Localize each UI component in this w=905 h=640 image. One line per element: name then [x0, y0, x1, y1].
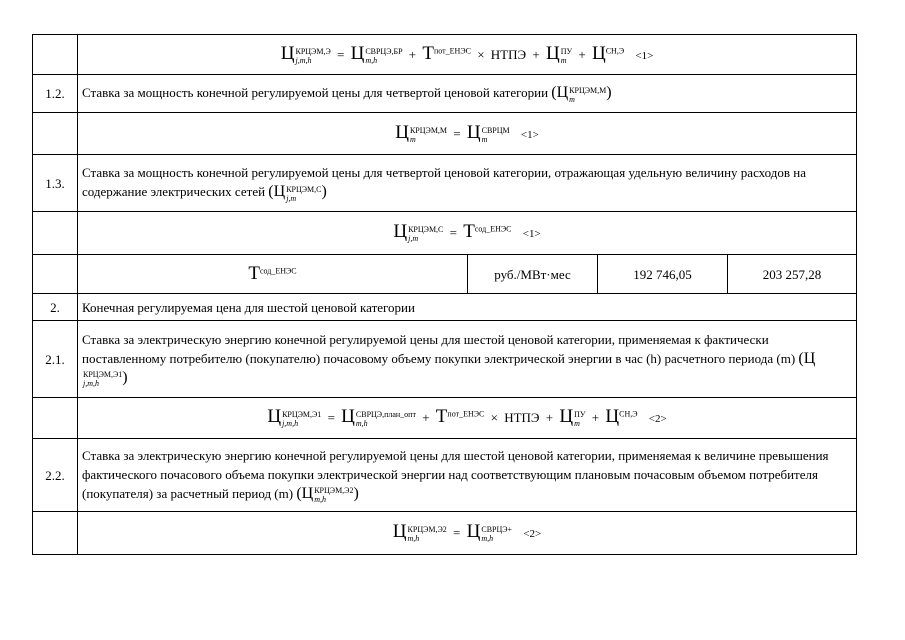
- item-description: Ставка за мощность конечной регулируемой цены для четвертой ценовой категории (Ц КРЦЭМ,М m ): [78, 75, 857, 113]
- item-number: 1.2.: [33, 75, 78, 113]
- item-number: 1.3.: [33, 155, 78, 212]
- number-cell: [33, 212, 78, 255]
- footnote-ref: <2>: [523, 528, 542, 540]
- table-row: [33, 212, 857, 255]
- table-row: [33, 75, 857, 113]
- number-cell: [33, 255, 78, 294]
- formula-excess-energy-price: Ц КРЦЭМ,Э2 m,h = Ц СВРЦЭ+ m,h <2>: [78, 512, 857, 555]
- item-description: Ставка за электрическую энергию конечной регулируемой цены для шестой ценовой категории, применяемая к фактически поставленному потребителю (покупателю) почасовому объему покупки электрической энергии в час (h) расчетного периода (m) (Ц КРЦЭМ,Э1 j,m,h ): [78, 321, 857, 398]
- table-row: [33, 113, 857, 155]
- formula-energy-price-6: Ц КРЦЭМ,Э1 j,m,h = Ц СВРЦЭ,план_опт m,h + $Т^{пот\_ЕНЭС}$ × НТПЭ + Ц ПУ m + $Ц^{СН,Э} <2>$: [78, 398, 857, 439]
- item-description: Ставка за мощность конечной регулируемой цены для четвертой ценовой категории, отражающая удельную величину расходов на содержание электрических сетей (Ц КРЦЭМ,С j,m ): [78, 155, 857, 212]
- formula-capacity-price: Ц КРЦЭМ,М m = Ц СВРЦМ m <1>: [78, 113, 857, 155]
- footnote-ref: <1>: [635, 49, 654, 62]
- table-row: [33, 398, 857, 439]
- table-row: [33, 155, 857, 212]
- table-row: [33, 512, 857, 555]
- formula-network-capacity-price: Ц КРЦЭМ,С j,m = $Т^{сод\_ЕНЭС} <1>$: [78, 212, 857, 255]
- value-cell-2: 203 257,28: [728, 255, 857, 294]
- number-cell: [33, 35, 78, 75]
- value-cell-1: 192 746,05: [598, 255, 728, 294]
- number-cell: [33, 398, 78, 439]
- footnote-ref: <2>: [648, 413, 667, 425]
- number-cell: [33, 113, 78, 155]
- item-number: 2.2.: [33, 439, 78, 512]
- table-row: [33, 294, 857, 321]
- table-row: [33, 255, 857, 294]
- number-cell: [33, 512, 78, 555]
- unit-cell: руб./МВт·мес: [468, 255, 598, 294]
- footnote-ref: <1>: [520, 128, 539, 141]
- table-row: [33, 321, 857, 398]
- table-row: [33, 35, 857, 75]
- footnote-ref: <1>: [522, 228, 541, 240]
- table-row: [33, 439, 857, 512]
- tariff-table: [32, 34, 857, 555]
- section-title: Конечная регулируемая цена для шестой ценовой категории: [78, 294, 857, 321]
- item-description: Ставка за электрическую энергию конечной регулируемой цены для шестой ценовой категории, применяемая к величине превышения фактического почасового объема покупки электрической энергии над соответствующим плановым почасовым объемом потребителя (покупателя) за расчетный период (m) (Ц КРЦЭМ,Э2 m,h ): [78, 439, 857, 512]
- item-number: 2.: [33, 294, 78, 321]
- formula-energy-price: Ц КРЦЭМ,Э j,m,h = Ц СВРЦЭ,БР m,h + $Т^{пот\_ЕНЭС}$ × НТПЭ + Ц ПУ m + $Ц^{СН,Э} <1>$: [78, 35, 857, 75]
- item-number: 2.1.: [33, 321, 78, 398]
- value-name-cell: $Т^{сод\_ЕНЭС}$: [78, 255, 468, 294]
